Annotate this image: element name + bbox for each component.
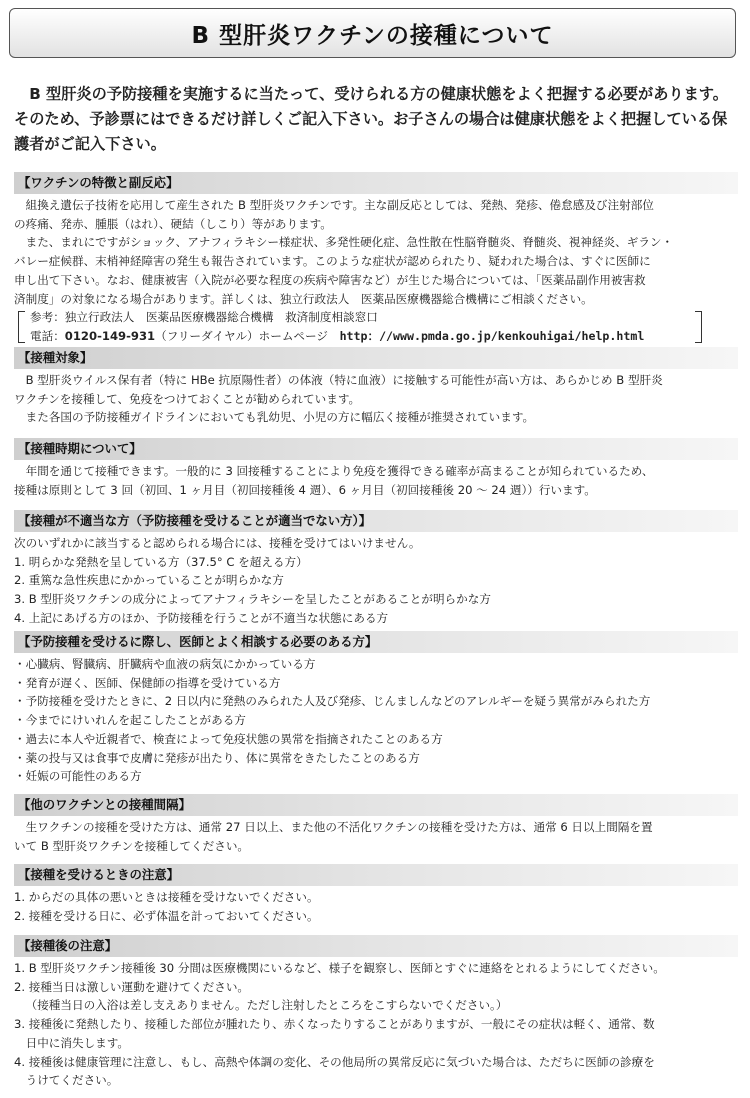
text-line: の疼痛、発赤、腫脹（はれ）、硬結（しこり）等があります。 [14,216,332,231]
list-item: 1. B 型肝炎ワクチン接種後 30 分間は医療機関にいるなど、様子を観察し、医師とすぐに連絡をとれるようにしてください。 [14,961,665,975]
text-line: 年間を通じて接種できます。一般的に 3 回接種することにより免疫を獲得できる確率が高まることが知られているため、 [25,464,654,478]
text-line: 済制度」の対象になる場合があります。詳しくは、独立行政法人 医薬品医療機器総合機構にご相談ください。 [14,291,593,306]
text-line: B 型肝炎ウイルス保有者（特に HBe 抗原陽性者）の体液（特に血液）に接触する可能性が高い方は、あらかじめ B 型肝炎 [25,373,663,387]
text-line: 組換え遺伝子技術を応用して産生された B 型肝炎ワクチンです。主な副反応としては、発熱、発疹、倦怠感及び注射部位 [25,198,654,212]
section-heading: 【接種が不適当な方（予防接種を受けることが適当でない方）】 [14,510,738,532]
text-line: いて B 型肝炎ワクチンを接種してください。 [14,838,250,853]
reference-box [18,308,702,345]
help-url[interactable]: http：//www.pmda.go.jp/kenkouhigai/help.html [339,328,645,343]
text-line: 申し出て下さい。なお、健康被害（入院が必要な程度の疾病や障害など）が生じた場合については、「医薬品副作用被害救 [14,272,646,287]
text-line: バレー症候群、末梢神経障害の発生も報告されています。このような症状が認められたり、疑われた場合は、すぐに医師に [14,254,651,269]
section-interval [14,794,738,855]
section-heading: 【予防接種を受けるに際し、医師とよく相談する必要のある方】 [14,631,738,653]
list-item: ・発育が遅く、医師、保健師の指導を受けている方 [14,675,281,690]
reference-contact-line [30,327,690,346]
text-line: （接種当日の入浴は差し支えありません。ただし注射したところをこすらないでください。） [25,998,508,1013]
list-item: 4. 上記にあげる方のほか、予防接種を行うことが不適当な状態にある方 [14,610,389,625]
list-item: 2. 接種当日は激しい運動を避けてください。 [14,979,250,994]
section-consult [14,631,738,786]
text-line: 日中に消失します。 [25,1035,130,1050]
section-heading: 【接種対象】 [14,347,738,369]
section-timing [14,438,738,499]
text-line: ワクチンを接種して、免疫をつけておくことが勧められています。 [14,391,361,406]
section-after [14,935,738,1090]
section-unsuitable [14,510,738,628]
section-heading: 【接種時期について】 [14,438,738,460]
section-heading: 【他のワクチンとの接種間隔】 [14,794,738,816]
text-line: うけてください。 [25,1073,119,1088]
list-item: 1. からだの具体の悪いときは接種を受けないでください。 [14,890,319,904]
list-item: 2. 重篤な急性疾患にかかっていることが明らかな方 [14,573,284,588]
text-line: 次のいずれかに該当すると認められる場合には、接種を受けてはいけません。 [14,536,421,550]
section-target [14,347,738,427]
phone-label: 電話： [30,328,65,343]
title-box [9,8,736,58]
list-item: 3. 接種後に発熱したり、接種した部位が腫れたり、赤くなったりすることがありますが、一般にその症状は軽く、通常、数 [14,1017,655,1032]
list-item: 1. 明らかな発熱を呈している方（37.5° C を超える方） [14,554,308,569]
text-line: 生ワクチンの接種を受けた方は、通常 27 日以上、また他の不活化ワクチンの接種を受けた方は、通常 6 日以上間隔を置 [25,820,653,834]
section-heading: 【ワクチンの特徴と副反応】 [14,172,738,194]
list-item: ・薬の投与又は食事で皮膚に発疹が出たり、体に異常をきたしたことのある方 [14,750,420,765]
reference-line: 参考：独立行政法人 医薬品医療機器総合機構 救済制度相談窓口 [30,310,378,325]
text-line: また、まれにですがショック、アナフィラキシー様症状、多発性硬化症、急性散在性脳脊髄炎、脊髄炎、視神経炎、ギラン・ [25,235,674,250]
list-item: ・過去に本人や近親者で、検査によって免疫状態の異常を指摘されたことのある方 [14,731,443,746]
section-heading: 【接種を受けるときの注意】 [14,864,738,886]
phone-number: 0120-149-931 [64,328,156,343]
list-item: ・今までにけいれんを起こしたことがある方 [14,713,246,728]
bracket-left [18,311,25,342]
section-heading: 【接種後の注意】 [14,935,738,957]
list-item: ・予防接種を受けたときに、2 日以内に発熱のみられた人及び発疹、じんましんなどのアレルギーを疑う異常がみられた方 [14,694,651,709]
text-line: 接種は原則として 3 回（初回、1 ヶ月目（初回接種後 4 週）、6 ヶ月目（初回接種後 20 ～ 24 週））行います。 [14,482,596,497]
list-item: 3. B 型肝炎ワクチンの成分によってアナフィラキシーを呈したことがあることが明らかな方 [14,592,491,607]
list-item: 2. 接種を受ける日に、必ず体温を計っておいてください。 [14,908,319,923]
section-features [14,172,738,346]
list-item: ・心臓病、腎臓病、肝臓病や血液の病気にかかっている方 [14,657,316,671]
phone-note: （フリーダイヤル）ホームページ [155,328,340,343]
list-item: 4. 接種後は健康管理に注意し、もし、高熱や体調の変化、その他局所の異常反応に気づいた場合は、ただちに医師の診療を [14,1054,655,1069]
section-before [14,864,738,925]
text-line: また各国の予防接種ガイドラインにおいても乳幼児、小児の方に幅広く接種が推奨されています。 [25,410,535,425]
list-item: ・妊娠の可能性のある方 [14,769,142,784]
page-title: B 型肝炎ワクチンの接種について [191,22,554,49]
bracket-right [695,311,702,342]
intro-text: B 型肝炎の予防接種を実施するに当たって、受けられる方の健康状態をよく把握する必要があります。そのため、予診票にはできるだけ詳しくご記入下さい。お子さんの場合は健康状態をよく把握している保護者がご記入下さい。 [14,85,728,153]
